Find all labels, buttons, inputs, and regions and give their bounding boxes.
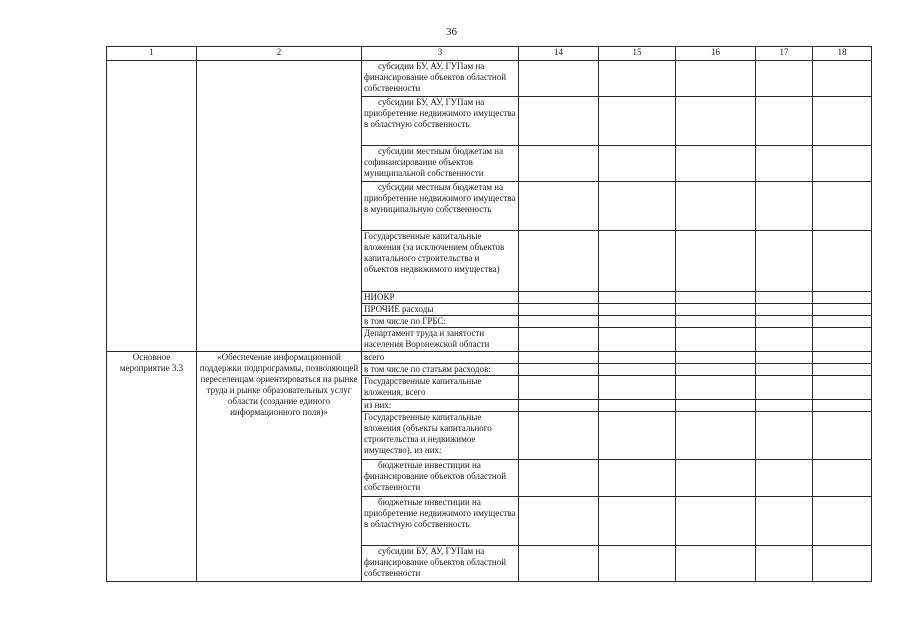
row-label: субсидии местным бюджетам на софинансирование объектов муниципальной собственности xyxy=(362,146,519,182)
row-label: бюджетные инвестиции на приобретение недвижимого имущества в областную собственность xyxy=(362,497,519,546)
table-row xyxy=(107,61,872,97)
table-row xyxy=(107,352,872,364)
cell-col-1-empty xyxy=(107,61,197,352)
row-label: Департамент труда и занятости населения Воронежской области xyxy=(362,328,519,352)
header-col-18: 18 xyxy=(813,47,872,61)
cell-col-2-empty xyxy=(197,61,362,352)
row-label: субсидии местным бюджетам на приобретение недвижимого имущества в муниципальную собственность xyxy=(362,182,519,231)
budget-table xyxy=(106,46,872,582)
row-label: бюджетные инвестиции на финансирование объектов областной собственности xyxy=(362,460,519,497)
row-label: Государственные капитальные вложения (объекты капитального строительства и недвижимое имущество), из них: xyxy=(362,412,519,460)
page-number: 36 xyxy=(446,26,457,38)
header-col-14: 14 xyxy=(519,47,599,61)
row-label: всего xyxy=(362,352,519,364)
row-label: Государственные капитальные вложения, всего xyxy=(362,376,519,400)
header-col-16: 16 xyxy=(676,47,756,61)
header-col-1: 1 xyxy=(107,47,197,61)
header-row xyxy=(107,47,872,61)
activity-title: «Обеспечение информационной поддержки подпрограммы, позволяющей переселенцам ориентироваться на рынке труда и рынке образовательных услуг области (создание единого информационного поля)» xyxy=(197,352,362,582)
row-label: в том числе по ГРБС: xyxy=(362,316,519,328)
row-label: субсидии БУ, АУ, ГУПам на финансирование объектов областной собственности xyxy=(362,61,519,97)
row-label: субсидии БУ, АУ, ГУПам на приобретение недвижимого имущества в областную собственность xyxy=(362,97,519,146)
row-label: субсидии БУ, АУ, ГУПам на финансирование объектов областной собственности xyxy=(362,546,519,582)
row-label: из них: xyxy=(362,400,519,412)
row-label: НИОКР xyxy=(362,292,519,304)
row-label: ПРОЧИЕ расходы xyxy=(362,304,519,316)
header-col-15: 15 xyxy=(599,47,676,61)
header-col-17: 17 xyxy=(756,47,813,61)
header-col-3: 3 xyxy=(362,47,519,61)
activity-code: Основное мероприятие 3.3 xyxy=(107,352,197,582)
row-label: Государственные капитальные вложения (за исключением объектов капитального строительства и объектов недвижимого имущества) xyxy=(362,231,519,292)
row-label: в том числе по статьям расходов: xyxy=(362,364,519,376)
header-col-2: 2 xyxy=(197,47,362,61)
